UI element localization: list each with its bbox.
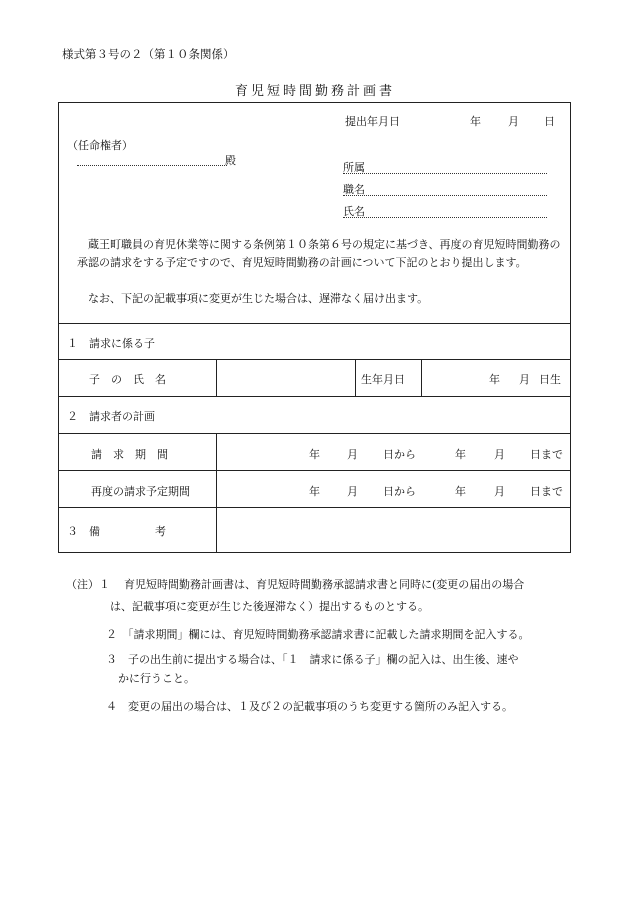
divider — [59, 396, 570, 397]
replan-start-day: 日から — [383, 485, 416, 498]
request-period-label: 請 求 期 間 — [91, 448, 168, 461]
notes-prefix: （注）１ — [66, 578, 110, 591]
submission-date-label: 提出年月日 — [345, 115, 400, 128]
replan-start-year: 年 — [309, 485, 320, 498]
appointing-authority-label: （任命権者） — [67, 139, 133, 152]
body-paragraph-1: 蔵王町職員の育児休業等に関する条例第１０条第６号の規定に基づき、再度の育児短時間勤務の承認の請求をする予定ですので、育児短時間勤務の計画について下記のとおり提出します。 — [77, 238, 561, 269]
divider — [355, 359, 356, 396]
form-number: 様式第３号の２（第１０条関係） — [62, 47, 235, 61]
body-paragraph-2: なお、下記の記載事項に変更が生じた場合は、遅滞なく届け出ます。 — [88, 292, 429, 305]
child-name-label: 子 の 氏 名 — [89, 373, 166, 386]
honorific-label: 殿 — [225, 154, 236, 167]
note-2: ２ 「請求期間」欄には、育児短時間勤務承認請求書に記載した請求期間を記入する。 — [106, 628, 530, 641]
submission-day-label: 日 — [544, 115, 555, 128]
note-3-line-2: かに行うこと。 — [118, 672, 195, 685]
replan-end-day: 日まで — [530, 485, 563, 498]
submission-month-label: 月 — [508, 115, 519, 128]
period-end-month: 月 — [494, 448, 505, 461]
form-table — [58, 102, 571, 553]
position-label: 職名 — [343, 183, 365, 196]
replan-period-label: 再度の請求予定期間 — [91, 485, 190, 498]
period-start-day: 日から — [383, 448, 416, 461]
name-field[interactable] — [343, 217, 547, 218]
addressee-name-field[interactable] — [77, 165, 227, 166]
remarks-label: ３ 備 考 — [67, 525, 166, 538]
replan-end-year: 年 — [455, 485, 466, 498]
divider — [59, 433, 570, 434]
document-title: 育児短時間勤務計画書 — [234, 84, 395, 99]
period-start-month: 月 — [347, 448, 358, 461]
note-1-line-2: は、記載事項に変更が生じた後遅滞なく）提出するものとする。 — [110, 600, 429, 613]
period-end-day: 日まで — [530, 448, 563, 461]
position-field[interactable] — [343, 195, 547, 196]
note-4: ４ 変更の届出の場合は、１及び２の記載事項のうち変更する箇所のみ記入する。 — [106, 700, 513, 713]
divider — [59, 323, 570, 324]
divider — [421, 359, 422, 396]
birth-year-label: 年 — [489, 373, 500, 386]
section1-title: １ 請求に係る子 — [67, 337, 155, 350]
affiliation-field[interactable] — [343, 173, 547, 174]
name-label: 氏名 — [343, 205, 365, 218]
period-start-year: 年 — [309, 448, 320, 461]
replan-end-month: 月 — [494, 485, 505, 498]
note-1-line-1: 育児短時間勤務計画書は、育児短時間勤務承認請求書と同時に(変更の届出の場合 — [124, 578, 525, 591]
note-3-line-1: ３ 子の出生前に提出する場合は、「１ 請求に係る子」欄の記入は、出生後、速や — [106, 653, 519, 666]
affiliation-label: 所属 — [343, 161, 365, 174]
birthdate-label: 生年月日 — [361, 373, 405, 386]
birth-day-label: 日生 — [539, 373, 561, 386]
child-name-field[interactable] — [217, 360, 354, 395]
replan-start-month: 月 — [347, 485, 358, 498]
submission-year-label: 年 — [470, 115, 481, 128]
birth-month-label: 月 — [519, 373, 530, 386]
divider — [59, 470, 570, 471]
remarks-field[interactable] — [217, 508, 571, 552]
section2-title: ２ 請求者の計画 — [67, 410, 155, 423]
period-end-year: 年 — [455, 448, 466, 461]
